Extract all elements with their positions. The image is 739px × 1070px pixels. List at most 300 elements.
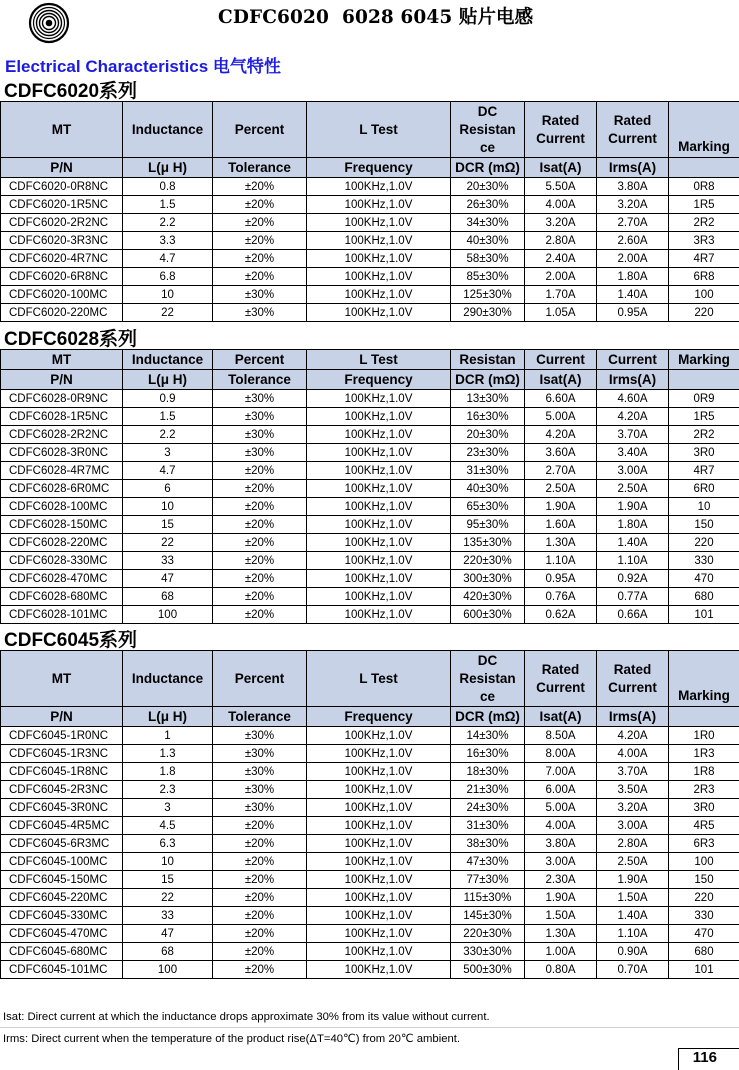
table-cell: 5.00A: [525, 799, 597, 817]
table-cell: 100KHz,1.0V: [307, 196, 451, 214]
column-header: L Test: [307, 651, 451, 707]
table-cell: 3R3: [669, 232, 739, 250]
table-cell: 600±30%: [451, 606, 525, 624]
table-row: [1, 268, 739, 286]
table-cell: ±20%: [213, 214, 307, 232]
part-number-cell: CDFC6045-150MC: [1, 871, 123, 889]
table-cell: ±30%: [213, 745, 307, 763]
table-cell: ±30%: [213, 408, 307, 426]
table-cell: 2.80A: [525, 232, 597, 250]
part-number-cell: CDFC6045-2R3NC: [1, 781, 123, 799]
table-cell: 2.40A: [525, 250, 597, 268]
table-cell: 100KHz,1.0V: [307, 498, 451, 516]
table-cell: 4R7: [669, 462, 739, 480]
table-cell: ±20%: [213, 516, 307, 534]
table-cell: 100KHz,1.0V: [307, 534, 451, 552]
table-row: [1, 178, 739, 196]
table-cell: 100: [123, 606, 213, 624]
part-number-cell: CDFC6028-101MC: [1, 606, 123, 624]
table-cell: 15: [123, 516, 213, 534]
table-cell: 2.60A: [597, 232, 669, 250]
column-unit: Irms(A): [597, 370, 669, 390]
part-number-cell: CDFC6028-0R9NC: [1, 390, 123, 408]
table-row: [1, 534, 739, 552]
table-cell: 100KHz,1.0V: [307, 232, 451, 250]
table-cell: 101: [669, 961, 739, 979]
unit-row: [1, 158, 739, 178]
table-cell: 101: [669, 606, 739, 624]
column-unit: DCR (mΩ): [451, 707, 525, 727]
table-cell: ±30%: [213, 727, 307, 745]
table-cell: 1.80A: [597, 516, 669, 534]
table-cell: 3.3: [123, 232, 213, 250]
table-cell: 10: [123, 853, 213, 871]
table-cell: ±20%: [213, 871, 307, 889]
table-cell: 3.80A: [525, 835, 597, 853]
table-cell: 100KHz,1.0V: [307, 817, 451, 835]
table-cell: ±20%: [213, 853, 307, 871]
table-cell: ±30%: [213, 444, 307, 462]
column-header: Inductance: [123, 350, 213, 370]
table-cell: 3.40A: [597, 444, 669, 462]
table-cell: 100KHz,1.0V: [307, 907, 451, 925]
column-header: Percent: [213, 651, 307, 707]
table-cell: 2R2: [669, 426, 739, 444]
table-cell: 100KHz,1.0V: [307, 304, 451, 322]
table-cell: 4R5: [669, 817, 739, 835]
table-cell: 150: [669, 516, 739, 534]
table-cell: 21±30%: [451, 781, 525, 799]
table-cell: 115±30%: [451, 889, 525, 907]
table-cell: 47±30%: [451, 853, 525, 871]
table-row: [1, 426, 739, 444]
table-cell: 100KHz,1.0V: [307, 781, 451, 799]
table-cell: 5.00A: [525, 408, 597, 426]
footnotes: [0, 1007, 739, 1050]
table-row: [1, 552, 739, 570]
table-cell: ±20%: [213, 462, 307, 480]
table-cell: ±30%: [213, 799, 307, 817]
table-cell: 8.50A: [525, 727, 597, 745]
table-row: [1, 232, 739, 250]
table-cell: 1.8: [123, 763, 213, 781]
table-cell: ±20%: [213, 498, 307, 516]
table-cell: 100KHz,1.0V: [307, 606, 451, 624]
table-cell: ±30%: [213, 781, 307, 799]
table-cell: 1.3: [123, 745, 213, 763]
table-cell: 100KHz,1.0V: [307, 516, 451, 534]
table-cell: 1.50A: [597, 889, 669, 907]
table-cell: 100KHz,1.0V: [307, 961, 451, 979]
column-header: Percent: [213, 102, 307, 158]
table-cell: 330±30%: [451, 943, 525, 961]
table-cell: 3: [123, 799, 213, 817]
part-number-cell: CDFC6028-1R5NC: [1, 408, 123, 426]
table-cell: 6.00A: [525, 781, 597, 799]
table-cell: 2.2: [123, 214, 213, 232]
table-row: [1, 304, 739, 322]
table-cell: 1.90A: [525, 498, 597, 516]
table-cell: 2.70A: [525, 462, 597, 480]
table-cell: ±20%: [213, 552, 307, 570]
column-header: DC Resistan ce: [451, 651, 525, 707]
table-cell: 4.00A: [525, 196, 597, 214]
column-unit: Frequency: [307, 707, 451, 727]
header-row: [1, 651, 739, 707]
table-row: [1, 444, 739, 462]
table-cell: 0.62A: [525, 606, 597, 624]
table-cell: 100KHz,1.0V: [307, 444, 451, 462]
unit-row: [1, 707, 739, 727]
column-unit: Frequency: [307, 158, 451, 178]
series-heading-6028: CDFC6028系列: [4, 329, 138, 350]
table-cell: 8.00A: [525, 745, 597, 763]
table-cell: 135±30%: [451, 534, 525, 552]
table-cell: 100KHz,1.0V: [307, 286, 451, 304]
table-row: [1, 250, 739, 268]
table-cell: 0.95A: [525, 570, 597, 588]
table-cell: 68: [123, 588, 213, 606]
table-cell: ±20%: [213, 835, 307, 853]
note-isat: Isat: Direct current at which the inductance drops approximate 30% from its value without current.: [3, 1011, 490, 1023]
table-cell: 0.76A: [525, 588, 597, 606]
part-number-cell: CDFC6028-220MC: [1, 534, 123, 552]
table-cell: 680: [669, 943, 739, 961]
table-cell: 1.30A: [525, 534, 597, 552]
part-number-cell: CDFC6045-100MC: [1, 853, 123, 871]
table-cell: 3.20A: [597, 196, 669, 214]
table-cell: 2R3: [669, 781, 739, 799]
table-row: [1, 907, 739, 925]
table-row: [1, 799, 739, 817]
table-cell: 6R3: [669, 835, 739, 853]
table-row: [1, 961, 739, 979]
part-number-cell: CDFC6028-100MC: [1, 498, 123, 516]
table-cell: 34±30%: [451, 214, 525, 232]
table-cell: 1R8: [669, 763, 739, 781]
table-cell: 3.60A: [525, 444, 597, 462]
table-cell: 2.70A: [597, 214, 669, 232]
column-unit: L(μ H): [123, 370, 213, 390]
table-cell: 1.30A: [525, 925, 597, 943]
table-cell: 1.00A: [525, 943, 597, 961]
table-cell: 2.00A: [525, 268, 597, 286]
table-cell: 2R2: [669, 214, 739, 232]
part-number-cell: CDFC6020-6R8NC: [1, 268, 123, 286]
table-cell: 0.90A: [597, 943, 669, 961]
table-cell: 3.00A: [597, 817, 669, 835]
table-cell: 1.80A: [597, 268, 669, 286]
table-cell: 26±30%: [451, 196, 525, 214]
table-cell: 20±30%: [451, 426, 525, 444]
table-cell: 4R7: [669, 250, 739, 268]
table-cell: 100KHz,1.0V: [307, 871, 451, 889]
table-row: [1, 817, 739, 835]
table-cell: 1.50A: [525, 907, 597, 925]
table-cell: 2.50A: [597, 853, 669, 871]
table-cell: 0.80A: [525, 961, 597, 979]
table-cell: 22: [123, 889, 213, 907]
table-cell: 1.60A: [525, 516, 597, 534]
table-row: [1, 853, 739, 871]
table-cell: 1R0: [669, 727, 739, 745]
table-cell: ±20%: [213, 925, 307, 943]
part-number-cell: CDFC6028-2R2NC: [1, 426, 123, 444]
table-cell: 6.8: [123, 268, 213, 286]
table-cell: 33: [123, 552, 213, 570]
table-cell: 4.00A: [597, 745, 669, 763]
table-cell: ±30%: [213, 763, 307, 781]
table-cell: 22: [123, 534, 213, 552]
column-header: Percent: [213, 350, 307, 370]
part-number-cell: CDFC6020-4R7NC: [1, 250, 123, 268]
table-cell: ±30%: [213, 426, 307, 444]
table-cell: 100KHz,1.0V: [307, 925, 451, 943]
table-cell: ±20%: [213, 534, 307, 552]
table-row: [1, 408, 739, 426]
table-cell: 0R9: [669, 390, 739, 408]
table-cell: 10: [669, 498, 739, 516]
table-row: [1, 835, 739, 853]
table-cell: 100KHz,1.0V: [307, 480, 451, 498]
table-cell: 220±30%: [451, 552, 525, 570]
table-cell: 100KHz,1.0V: [307, 588, 451, 606]
table-cell: 100KHz,1.0V: [307, 853, 451, 871]
table-cell: 150: [669, 871, 739, 889]
section-title: Electrical Characteristics 电气特性: [5, 57, 281, 76]
table-cell: 2.30A: [525, 871, 597, 889]
part-number-cell: CDFC6020-100MC: [1, 286, 123, 304]
table-cell: 3.20A: [525, 214, 597, 232]
table-cell: 0.66A: [597, 606, 669, 624]
table-cell: ±20%: [213, 196, 307, 214]
table-cell: 100KHz,1.0V: [307, 178, 451, 196]
part-number-cell: CDFC6045-1R0NC: [1, 727, 123, 745]
series-heading-6020: CDFC6020系列: [4, 81, 138, 102]
table-cell: 145±30%: [451, 907, 525, 925]
table-cell: 330: [669, 552, 739, 570]
table-cell: ±20%: [213, 606, 307, 624]
column-unit: Tolerance: [213, 707, 307, 727]
table-cell: 10: [123, 498, 213, 516]
part-number-cell: CDFC6045-680MC: [1, 943, 123, 961]
table-cell: 100KHz,1.0V: [307, 745, 451, 763]
table-cell: 4.60A: [597, 390, 669, 408]
part-number-cell: CDFC6028-3R0NC: [1, 444, 123, 462]
part-number-cell: CDFC6045-3R0NC: [1, 799, 123, 817]
table-cell: 2.50A: [525, 480, 597, 498]
table-cell: ±20%: [213, 178, 307, 196]
table-cell: 1.5: [123, 196, 213, 214]
table-row: [1, 606, 739, 624]
table-row: [1, 727, 739, 745]
part-number-cell: CDFC6028-6R0MC: [1, 480, 123, 498]
column-unit: [669, 370, 739, 390]
spec-table-6045: [0, 650, 739, 979]
table-cell: 20±30%: [451, 178, 525, 196]
table-cell: 1: [123, 727, 213, 745]
table-cell: 6.60A: [525, 390, 597, 408]
table-cell: 68: [123, 943, 213, 961]
part-number-cell: CDFC6028-150MC: [1, 516, 123, 534]
table-cell: 38±30%: [451, 835, 525, 853]
table-cell: 100KHz,1.0V: [307, 552, 451, 570]
header-row: [1, 102, 739, 158]
table-row: [1, 925, 739, 943]
table-cell: 4.20A: [597, 408, 669, 426]
table-row: [1, 745, 739, 763]
table-cell: 220: [669, 889, 739, 907]
table-row: [1, 286, 739, 304]
table-row: [1, 889, 739, 907]
table-row: [1, 516, 739, 534]
table-cell: 4.00A: [525, 817, 597, 835]
table-cell: 300±30%: [451, 570, 525, 588]
table-cell: 1.40A: [597, 907, 669, 925]
table-cell: 23±30%: [451, 444, 525, 462]
table-cell: 4.20A: [597, 727, 669, 745]
part-number-cell: CDFC6020-2R2NC: [1, 214, 123, 232]
table-cell: 100KHz,1.0V: [307, 390, 451, 408]
table-cell: 47: [123, 570, 213, 588]
table-cell: 4.20A: [525, 426, 597, 444]
table-cell: 1.10A: [525, 552, 597, 570]
table-cell: 24±30%: [451, 799, 525, 817]
table-cell: 3.70A: [597, 426, 669, 444]
table-cell: 470: [669, 570, 739, 588]
table-cell: 5.50A: [525, 178, 597, 196]
table-row: [1, 943, 739, 961]
table-cell: 100KHz,1.0V: [307, 268, 451, 286]
table-cell: 100KHz,1.0V: [307, 727, 451, 745]
table-cell: 3.50A: [597, 781, 669, 799]
table-cell: 14±30%: [451, 727, 525, 745]
table-cell: 220: [669, 534, 739, 552]
table-cell: 470: [669, 925, 739, 943]
table-cell: ±20%: [213, 250, 307, 268]
table-cell: 16±30%: [451, 745, 525, 763]
column-unit: Tolerance: [213, 370, 307, 390]
table-row: [1, 871, 739, 889]
table-cell: 2.2: [123, 426, 213, 444]
table-cell: 3.00A: [525, 853, 597, 871]
column-unit: Irms(A): [597, 158, 669, 178]
table-cell: 330: [669, 907, 739, 925]
column-header: Rated Current: [597, 102, 669, 158]
column-header: Rated Current: [525, 651, 597, 707]
table-cell: 1.40A: [597, 286, 669, 304]
table-cell: ±20%: [213, 480, 307, 498]
table-cell: 0.70A: [597, 961, 669, 979]
table-cell: 7.00A: [525, 763, 597, 781]
table-cell: 3R0: [669, 444, 739, 462]
table-cell: 125±30%: [451, 286, 525, 304]
table-cell: 40±30%: [451, 232, 525, 250]
table-cell: 18±30%: [451, 763, 525, 781]
table-cell: 16±30%: [451, 408, 525, 426]
table-cell: 1.5: [123, 408, 213, 426]
table-cell: 22: [123, 304, 213, 322]
column-header: DC Resistan ce: [451, 102, 525, 158]
part-number-cell: CDFC6045-4R5MC: [1, 817, 123, 835]
table-cell: ±20%: [213, 961, 307, 979]
column-unit: Isat(A): [525, 370, 597, 390]
table-cell: ±30%: [213, 390, 307, 408]
column-header: MT: [1, 102, 123, 158]
table-cell: 95±30%: [451, 516, 525, 534]
table-cell: ±20%: [213, 817, 307, 835]
table-cell: 15: [123, 871, 213, 889]
table-cell: 10: [123, 286, 213, 304]
table-cell: 6R0: [669, 480, 739, 498]
divider: [0, 1027, 739, 1028]
table-cell: 2.50A: [597, 480, 669, 498]
spec-table-6028: [0, 349, 739, 624]
table-cell: 2.00A: [597, 250, 669, 268]
table-cell: 6: [123, 480, 213, 498]
column-header: Current: [597, 350, 669, 370]
table-cell: 3R0: [669, 799, 739, 817]
table-cell: 100KHz,1.0V: [307, 763, 451, 781]
column-unit: Tolerance: [213, 158, 307, 178]
table-cell: 3.00A: [597, 462, 669, 480]
table-cell: 58±30%: [451, 250, 525, 268]
table-cell: 65±30%: [451, 498, 525, 516]
spec-table-6020: [0, 101, 739, 322]
table-cell: 100KHz,1.0V: [307, 799, 451, 817]
column-header: MT: [1, 350, 123, 370]
part-number-cell: CDFC6020-0R8NC: [1, 178, 123, 196]
table-cell: 40±30%: [451, 480, 525, 498]
table-row: [1, 588, 739, 606]
part-number-cell: CDFC6045-1R8NC: [1, 763, 123, 781]
table-cell: 3.80A: [597, 178, 669, 196]
part-number-cell: CDFC6045-101MC: [1, 961, 123, 979]
table-cell: 33: [123, 907, 213, 925]
table-cell: 3.20A: [597, 799, 669, 817]
part-number-cell: CDFC6028-330MC: [1, 552, 123, 570]
column-unit: Isat(A): [525, 707, 597, 727]
table-cell: 290±30%: [451, 304, 525, 322]
header-row: [1, 350, 739, 370]
table-cell: 100KHz,1.0V: [307, 408, 451, 426]
table-cell: 3.70A: [597, 763, 669, 781]
column-header: Resistan: [451, 350, 525, 370]
table-cell: 4.7: [123, 462, 213, 480]
table-cell: 0.8: [123, 178, 213, 196]
table-cell: 100: [123, 961, 213, 979]
table-cell: ±20%: [213, 889, 307, 907]
table-cell: ±20%: [213, 907, 307, 925]
table-cell: 420±30%: [451, 588, 525, 606]
table-cell: 100KHz,1.0V: [307, 426, 451, 444]
table-cell: 4.7: [123, 250, 213, 268]
column-unit: [669, 707, 739, 727]
part-number-cell: CDFC6045-1R3NC: [1, 745, 123, 763]
table-row: [1, 462, 739, 480]
table-cell: 100KHz,1.0V: [307, 943, 451, 961]
unit-row: [1, 370, 739, 390]
table-cell: 2.80A: [597, 835, 669, 853]
column-unit: Isat(A): [525, 158, 597, 178]
coil-logo-icon: [28, 2, 70, 44]
part-number-cell: CDFC6020-3R3NC: [1, 232, 123, 250]
table-cell: 47: [123, 925, 213, 943]
column-unit: Irms(A): [597, 707, 669, 727]
table-cell: 100KHz,1.0V: [307, 214, 451, 232]
column-header: MT: [1, 651, 123, 707]
document-title: CDFC6020 6028 6045 贴片电感: [218, 7, 534, 28]
